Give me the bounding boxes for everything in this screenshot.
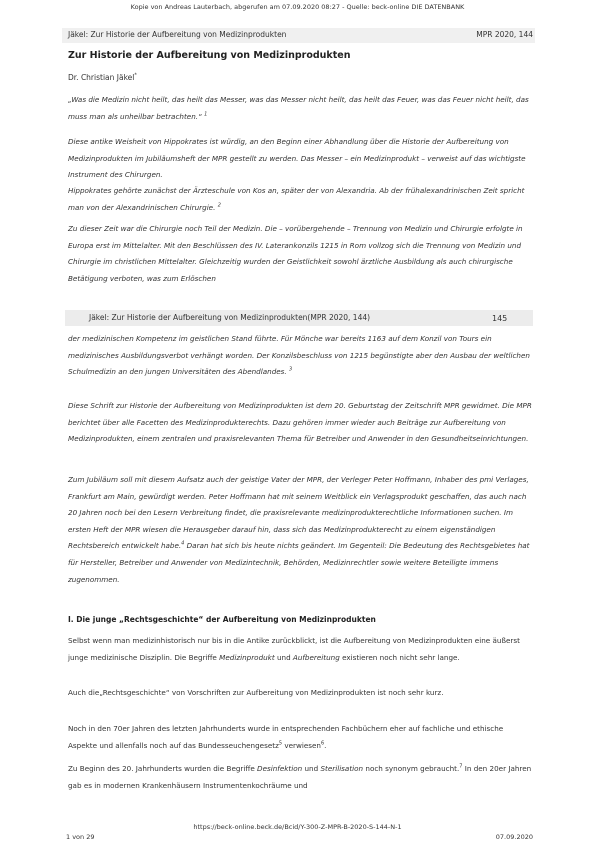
author-name: Dr. Christian Jäkel (68, 73, 135, 82)
paragraph-dedication: Diese Schrift zur Historie der Aufbereitung von Medizinprodukten ist dem 20. Geburtstag der Zeitschrift MPR gewidmet. Die MPR berichtet über alle Facetten des Medizinprodukterechts. Dazu gehören immer wieder auch Beiträge zur Aufbereitung von Medizinprodukten, einem zentralen und praxisrelevanten Thema für Betreiber und Anwender in den Gesundheitseinrichtungen. (68, 401, 532, 444)
paragraph-intro: Diese antike Weisheit von Hippokrates ist würdig, an den Beginn einer Abhandlung über die Historie der Aufbereitung von Medizinprodukten im Jubiläumsheft der MPR gestellt zu werden. Das Messer – ein Medizinprodukt – verweist auf das wichtigste Instrument des Chirurgen. (68, 137, 526, 180)
footnote-7-marker[interactable]: 7 (459, 763, 463, 770)
author-line (68, 73, 137, 82)
footnote-6-marker[interactable]: 6 (320, 740, 325, 747)
download-note: Kopie von Andreas Lauterbach, abgerufen am 07.09.2020 08:27 - Quelle: beck-online DIE DATENBANK (130, 3, 465, 11)
footnote-1-marker[interactable]: 1 (204, 111, 208, 118)
article-title: Zur Historie der Aufbereitung von Medizinprodukten (68, 50, 351, 61)
page-break-citation: Jäkel: Zur Historie der Aufbereitung von Medizinprodukten(MPR 2020, 144) (89, 313, 371, 322)
footnote-5-marker[interactable]: 5 (278, 740, 283, 747)
paragraph-competence: der medizinischen Kompetenz im geistlichen Stand führte. Für Mönche war bereits 1163 auf dem Konzil von Tours ein medizinisches Ausbildungsverbot verhängt worden. Der Konzilsbeschluss von 1215 begünstigte aber den Ausbau der weltlichen Schulmedizin an den jungen Universitäten des Abendlandes. $^3$ (68, 334, 530, 377)
footnote-3-marker[interactable]: 3 (289, 366, 293, 373)
header-reference: MPR 2020, 144 (476, 30, 533, 39)
footnote-4-marker[interactable]: 4 (181, 540, 185, 547)
paragraph-discipline: Selbst wenn man medizinhistorisch nur bis in die Antike zurückblickt, ist die Aufbereitung von Medizinprodukten eine äußerst junge medizinische Disziplin. Die Begriffe Medizinprodukt und Aufbereitung existieren noch nicht sehr lange. (68, 636, 520, 662)
author-footnote-marker[interactable]: * (134, 72, 137, 79)
page-break-number: 145 (492, 314, 508, 323)
paragraph-seventies: Noch in den 70er Jahren des letzten Jahrhunderts wurde in entsprechenden Fachbüchern eher auf fachliche und ethische Aspekte und allenfalls noch auf das Bundesseuchengesetz$^5$ verwiesen$^6$. (68, 724, 504, 750)
footer-page-count: 1 von 29 (66, 833, 95, 841)
section-heading: I. Die junge „Rechtsgeschichte“ der Aufbereitung von Medizinprodukten (68, 615, 376, 624)
footer-date: 07.09.2020 (495, 833, 533, 841)
header-citation: Jäkel: Zur Historie der Aufbereitung von Medizinprodukten (68, 30, 287, 39)
paragraph-legal-history: Auch die„Rechtsgeschichte“ von Vorschriften zur Aufbereitung von Medizinprodukten ist noch sehr kurz. (68, 688, 444, 697)
footnote-2-marker[interactable]: 2 (217, 202, 221, 209)
opening-quote: „Was die Medizin nicht heilt, das heilt das Messer, was das Messer nicht heilt, das heilt das Feuer, was das Feuer nicht heilt, das muss man als unheilbar betrachten.“ $^1$ (68, 95, 529, 121)
paragraph-jubilee: Zum Jubiläum soll mit diesem Aufsatz auch der geistige Vater der MPR, der Verleger Peter Hoffmann, Inhaber des pmi Verlages, Frankfurt am Main, gewürdigt werden. Peter Hoffmann hat mit seinem Weitblick ein Verlagsprodukt geschaffen, das auch nach 20 Jahren noch bei den Lesern Verbreitung findet, die praxisrelevante medizinprodukterechtliche Informationen suchen. Im ersten Heft der MPR wiesen die Herausgeber darauf hin, dass sich das Medizinprodukterecht zu einem eigenständigen Rechtsbereich entwickelt habe.$^4$ Daran hat sich bis heute nichts geändert. Im Gegenteil: Die Bedeutung des Rechtsgebietes hat für Hersteller, Betreiber und Anwender von Medizintechnik, Behörden, Medizinrechtler sowie weitere Beteiligte immens zugenommen. (68, 475, 530, 584)
paragraph-twentieth-century: Zu Beginn des 20. Jahrhunderts wurden die Begriffe Desinfektion und Sterilisation noch synonym gebraucht.$^7$ In den 20er Jahren gab es in modernen Krankenhäusern Instrumentenkochräume und (68, 763, 532, 790)
paragraph-middle-ages: Zu dieser Zeit war die Chirurgie noch Teil der Medizin. Die – vorübergehende – Trennung von Medizin und Chirurgie erfolgte in Europa erst im Mittelalter. Mit den Beschlüssen des IV. Laterankonzils 1215 in Rom vollzog sich die Trennung von Medizin und Chirurgie im christlichen Mittelalter. Gleichzeitig wurden der Geistlichkeit sowohl ärztliche Ausbildung als auch chirurgische Betätigung verboten, was zum Erlöschen (68, 224, 523, 283)
footer-url[interactable]: https://beck-online.beck.de/Bcid/Y-300-Z-MPR-B-2020-S-144-N-1 (193, 823, 402, 831)
paragraph-hippokrates: Hippokrates gehörte zunächst der Ärzteschule von Kos an, später der von Alexandria. Ab der frühalexandrinischen Zeit spricht man von der Alexandrinischen Chirurgie. $^2$ (68, 186, 525, 212)
